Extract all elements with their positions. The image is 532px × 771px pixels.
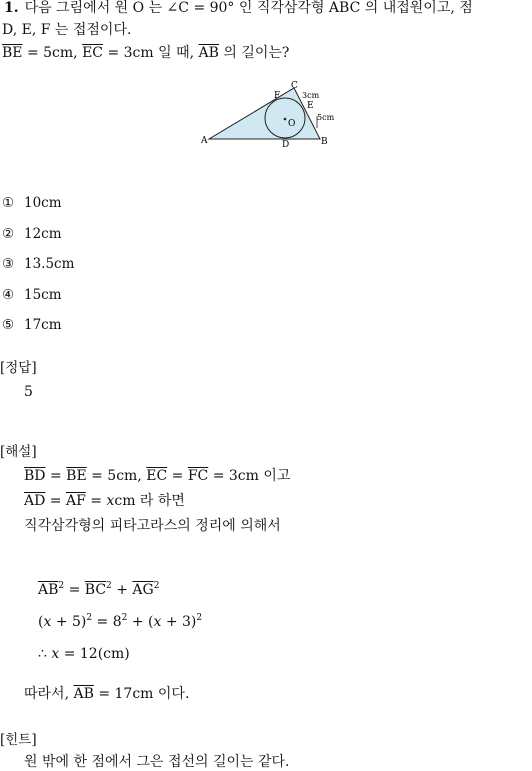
- eq2-open: (: [38, 614, 44, 630]
- choice-3[interactable]: [2, 256, 74, 272]
- question-text-1: 다음 그림에서 원 O 는 ∠C = 90° 인 직각삼각형 ABC 의 내접원이고, 점: [24, 0, 473, 16]
- label-3cm: 3cm: [302, 91, 320, 100]
- choice-4-text: 15cm: [24, 287, 62, 303]
- eq2-exp-2: 2: [121, 613, 128, 623]
- center-o-dot: [284, 118, 287, 121]
- question-number: 1.: [4, 0, 19, 16]
- question-line-3: [2, 45, 289, 62]
- label-a: A: [201, 136, 208, 146]
- eq1-exp-3: 2: [153, 581, 160, 591]
- choice-5[interactable]: [2, 317, 62, 333]
- choice-5-mark: ⑤: [2, 317, 15, 333]
- choice-3-mark: ③: [2, 256, 15, 272]
- segment-ad: $\overline{AD}$: [24, 493, 46, 509]
- variable-x: x: [106, 493, 115, 509]
- choice-2-mark: ②: [2, 226, 15, 242]
- solution-line-2-tail: cm 라 하면: [114, 493, 185, 509]
- eq2-mid: + 5): [51, 614, 87, 630]
- answer-value: 5: [24, 384, 33, 400]
- solution-line-1: $\overline{BD} = \overline{BE} = 5cm$, $\overline{EC} = \overline{FC} = 3cm$ 이고: [24, 468, 291, 484]
- choice-4[interactable]: [2, 287, 62, 303]
- choice-4-mark: ④: [2, 287, 15, 303]
- eq2-plus: + (: [127, 614, 154, 630]
- conclusion-pre: 따라서,: [24, 686, 74, 702]
- segment-be-2: $\overline{BE}$: [66, 468, 87, 484]
- segment-af: $\overline{AF}$: [65, 493, 86, 509]
- hint-label: [힌트]: [0, 732, 37, 748]
- choice-1[interactable]: [2, 195, 62, 211]
- label-5cm: 5cm: [317, 113, 335, 122]
- equation-1: $\overline{AB}^2 = \overline{BC}^2 + \overline{AG}^2$: [38, 581, 160, 598]
- value-5cm: = 5cm,: [86, 468, 147, 484]
- equation-3: [38, 646, 130, 663]
- choice-1-text: 10cm: [24, 195, 62, 211]
- segment-ec: $\overline{EC}$: [82, 45, 104, 61]
- eq1-exp-2: 2: [106, 581, 112, 591]
- eq1-ab: $\overline{AB}$: [38, 582, 59, 598]
- choice-2[interactable]: [2, 226, 62, 242]
- conclusion-ab: $\overline{AB}$: [73, 686, 94, 702]
- label-c: C: [291, 81, 298, 91]
- label-b: B: [321, 137, 328, 147]
- segment-be-value: = 5cm,: [22, 45, 83, 61]
- question-line-1: [4, 0, 473, 17]
- hint-text: 원 밖에 한 점에서 그은 접선의 길이는 같다.: [24, 754, 290, 770]
- segment-fc: $\overline{FC}$: [187, 468, 209, 484]
- choice-2-text: 12cm: [24, 226, 62, 242]
- answer-label: [정답]: [0, 360, 37, 376]
- segment-ec-2: $\overline{EC}$: [146, 468, 168, 484]
- choice-5-text: 17cm: [24, 317, 62, 333]
- label-e: E: [307, 101, 314, 111]
- value-3cm: = 3cm 이고: [208, 468, 291, 484]
- choice-1-mark: ①: [2, 195, 15, 211]
- label-f: F: [274, 91, 281, 101]
- triangle-figure: [196, 78, 336, 150]
- question-line-2: D, E, F 는 접점이다.: [2, 22, 132, 38]
- label-o: O: [288, 119, 296, 129]
- eq1-ag: $\overline{AG}$: [132, 582, 154, 598]
- label-d: D: [282, 140, 290, 150]
- segment-be: $\overline{BE}$: [2, 45, 23, 61]
- eq2-exp-3: 2: [196, 613, 203, 623]
- equation-2: [38, 614, 202, 631]
- eq2-x2: x: [153, 614, 162, 630]
- eq3-x: x: [51, 646, 60, 662]
- choice-3-text: 13.5cm: [24, 256, 75, 272]
- question-ending: 의 길이는?: [218, 45, 290, 61]
- solution-conclusion: [24, 686, 189, 703]
- eq1-exp-1: 2: [58, 581, 65, 591]
- solution-line-3: 직각삼각형의 피타고라스의 정리에 의해서: [24, 518, 281, 534]
- eq3-rest: = 12(cm): [59, 646, 130, 662]
- eq1-bc: $\overline{BC}$: [84, 582, 107, 598]
- eq2-end: + 3): [161, 614, 197, 630]
- solution-line-2: $\overline{AD} = \overline{AF}$ = xcm 라 하면: [24, 493, 185, 509]
- eq2-exp-1: 2: [86, 613, 93, 623]
- therefore-symbol: ∴: [38, 646, 52, 662]
- eq2-x: x: [43, 614, 52, 630]
- eq2-rhs: = 8: [92, 614, 122, 630]
- segment-ec-value: = 3cm 일 때,: [103, 45, 199, 61]
- conclusion-post: = 17cm 이다.: [93, 686, 190, 702]
- solution-label: [해설]: [0, 444, 37, 460]
- segment-bd: $\overline{BD}$: [24, 468, 46, 484]
- segment-ab: $\overline{AB}$: [198, 45, 219, 61]
